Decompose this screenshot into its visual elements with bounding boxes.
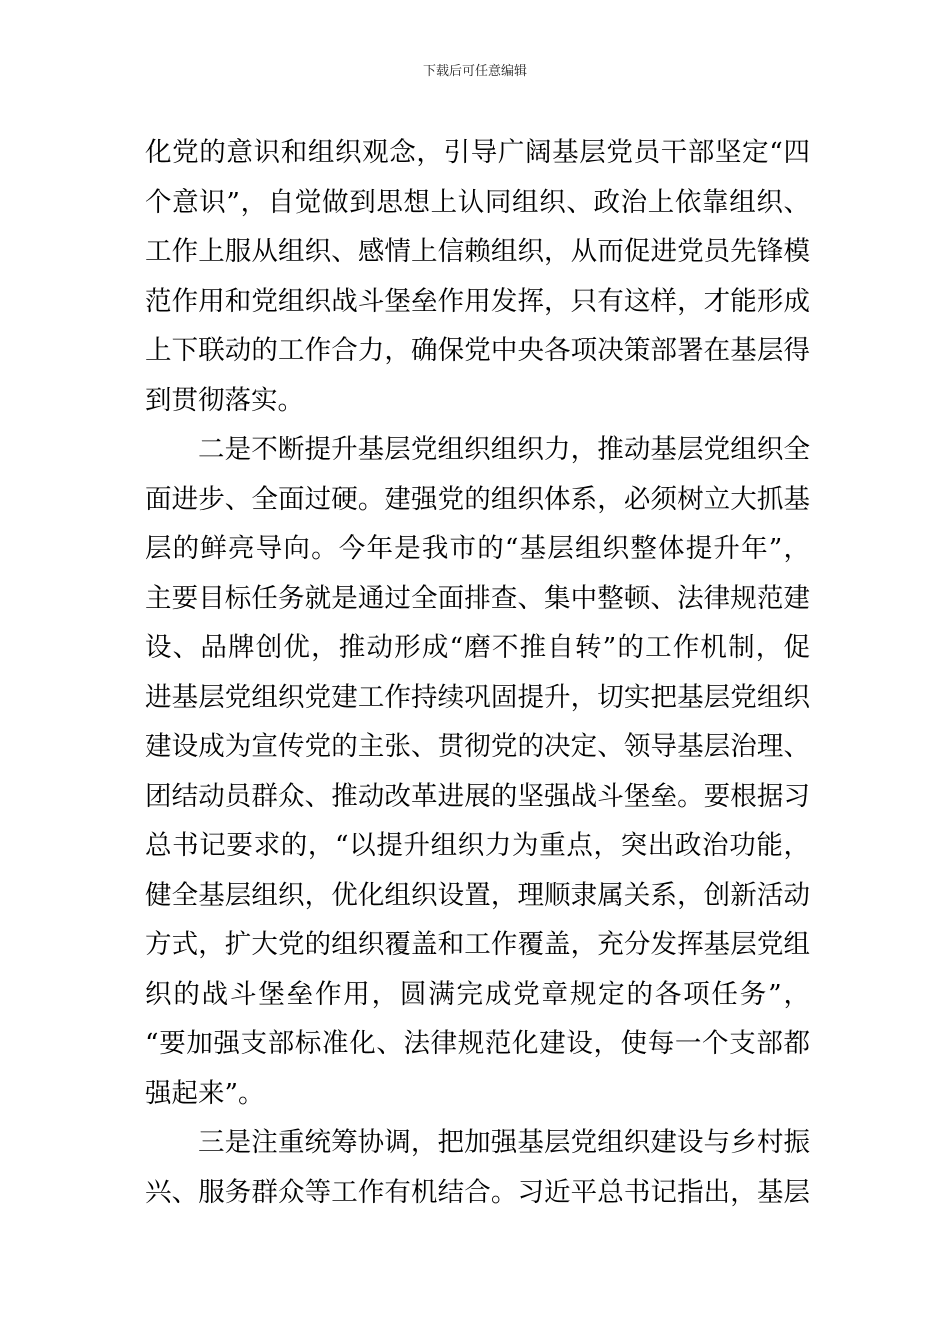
text-line: 层的鲜亮导向。今年是我市的“基层组织整体提升年”， (145, 533, 810, 564)
text-line: 工作上服从组织、感情上信赖组织，从而促进党员先锋模 (145, 236, 810, 267)
text-line: 上下联动的工作合力，确保党中央各项决策部署在基层得 (145, 335, 810, 366)
text-line: 到贯彻落实。 (145, 384, 304, 416)
page-header-note: 下载后可任意编辑 (422, 64, 527, 79)
document-body (145, 128, 810, 1217)
text-line: 进基层党组织党建工作持续巩固提升，切实把基层党组织 (145, 681, 810, 713)
text-line: 强起来”。 (145, 1077, 265, 1109)
text-line: 团结动员群众、推动改革进展的坚强战斗堡垒。要根据习 (145, 780, 810, 812)
text-line: 建设成为宣传党的主张、贯彻党的决定、领导基层治理、 (145, 731, 810, 762)
text-line: 兴、服务群众等工作有机结合。习近平总书记指出，基层 (145, 1176, 810, 1208)
text-line: 二是不断提升基层党组织组织力，推动基层党组织全 (198, 434, 810, 465)
text-line: 个意识”，自觉做到思想上认同组织、政治上依靠组织、 (145, 186, 810, 218)
text-line: 范作用和党组织战斗堡垒作用发挥，只有这样，才能形成 (145, 285, 810, 317)
text-line: “要加强支部标准化、法律规范化建设，使每一个支部都 (145, 1028, 810, 1059)
text-line: 总书记要求的，“以提升组织力为重点，突出政治功能， (145, 830, 810, 861)
text-line: 三是注重统筹协调，把加强基层党组织建设与乡村振 (198, 1127, 810, 1158)
text-line: 健全基层组织，优化组织设置，理顺隶属关系，创新活动 (145, 879, 810, 911)
text-line: 面进步、全面过硬。建强党的组织体系，必须树立大抓基 (145, 483, 810, 515)
text-line: 主要目标任务就是通过全面排查、集中整顿、法律规范建 (145, 582, 810, 614)
text-line: 织的战斗堡垒作用，圆满完成党章规定的各项任务”， (145, 978, 810, 1010)
text-line: 方式，扩大党的组织覆盖和工作覆盖，充分发挥基层党组 (145, 929, 810, 960)
text-line: 设、品牌创优，推动形成“磨不推自转”的工作机制，促 (145, 632, 810, 663)
text-line: 化党的意识和组织观念，引导广阔基层党员干部坚定“四 (145, 137, 810, 168)
